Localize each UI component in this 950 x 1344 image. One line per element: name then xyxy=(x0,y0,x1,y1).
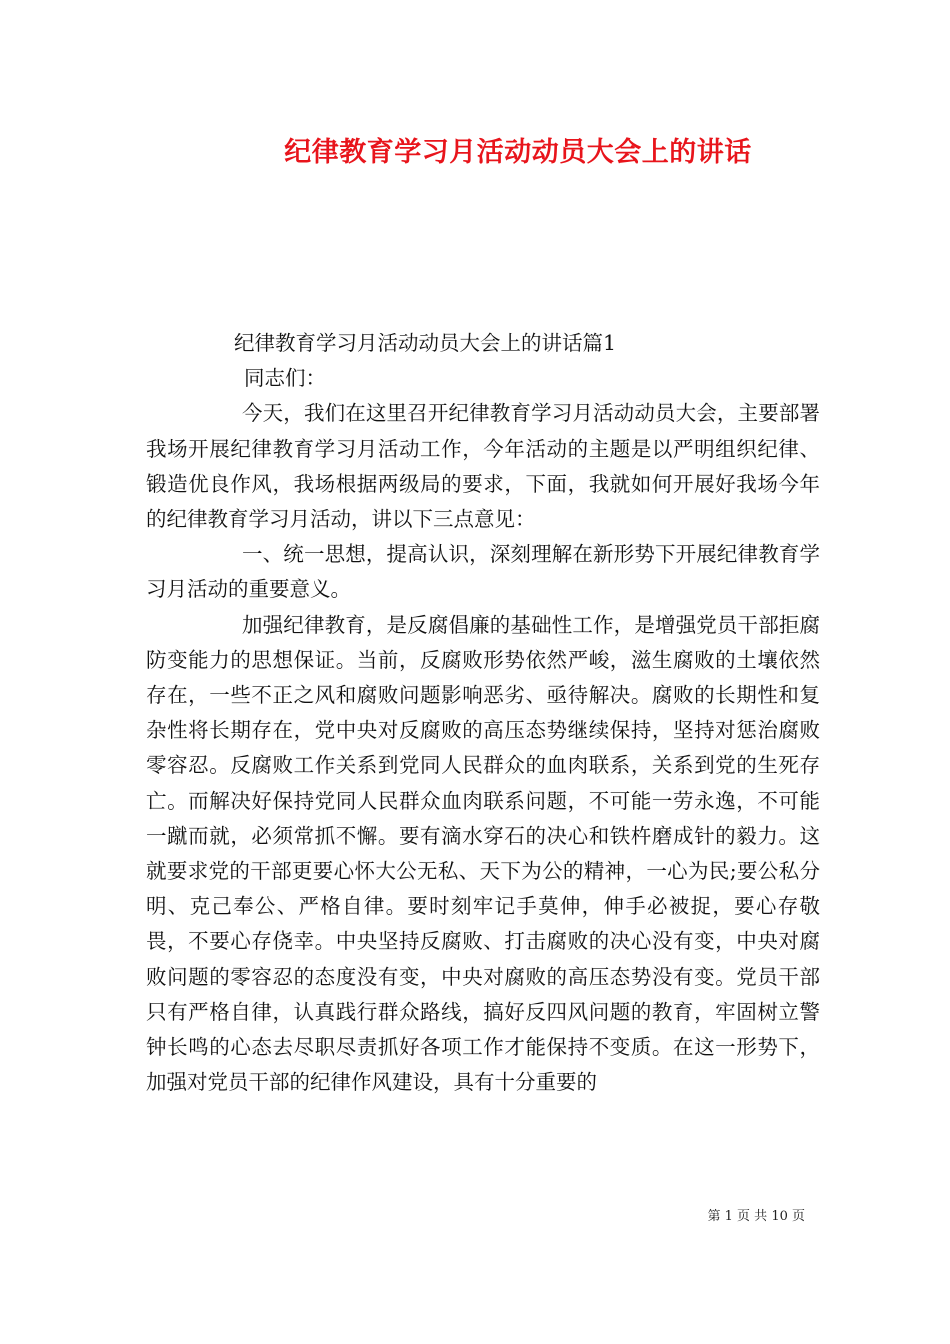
greeting: 同志们： xyxy=(244,366,326,391)
paragraph-point-one: 一、统一思想，提高认识，深刻理解在新形势下开展纪律教育学习月活动的重要意义。 xyxy=(146,542,820,602)
paragraph-intro: 今天，我们在这里召开纪律教育学习月活动动员大会，主要部署我场开展纪律教育学习月活动工作，今年活动的主题是以严明组织纪律、锻造优良作风，我场根据两级局的要求，下面，我就如何开展好我场今年的纪律教育学习月活动，讲以下三点意见： xyxy=(146,401,820,532)
page-number: 第 1 页 共 10 页 xyxy=(707,1209,805,1224)
document-body xyxy=(146,326,820,1100)
document-title: 纪律教育学习月活动动员大会上的讲话 xyxy=(284,137,752,168)
section-heading: 纪律教育学习月活动动员大会上的讲话篇1 xyxy=(234,331,617,355)
paragraph-discipline: 加强纪律教育，是反腐倡廉的基础性工作，是增强党员干部拒腐防变能力的思想保证。当前，反腐败形势依然严峻，滋生腐败的土壤依然存在，一些不正之风和腐败问题影响恶劣、亟待解决。腐败的长期性和复杂性将长期存在，党中央对反腐败的高压态势继续保持，坚持对惩治腐败零容忍。反腐败工作关系到党同人民群众的血肉联系，关系到党的生死存亡。而解决好保持党同人民群众血肉联系问题，不可能一劳永逸，不可能一蹴而就，必须常抓不懈。要有滴水穿石的决心和铁杵磨成针的毅力。这就要求党的干部更要心怀大公无私、天下为公的精神，一心为民;要公私分明、克己奉公、严格自律。要时刻牢记手莫伸，伸手必被捉，要心存敬畏，不要心存侥幸。中央坚持反腐败、打击腐败的决心没有变，中央对腐败问题的零容忍的态度没有变，中央对腐败的高压态势没有变。党员干部只有严格自律，认真践行群众路线，搞好反四风问题的教育，牢固树立警钟长鸣的心态去尽职尽责抓好各项工作才能保持不变质。在这一形势下，加强对党员干部的纪律作风建设，具有十分重要的 xyxy=(146,612,820,1095)
